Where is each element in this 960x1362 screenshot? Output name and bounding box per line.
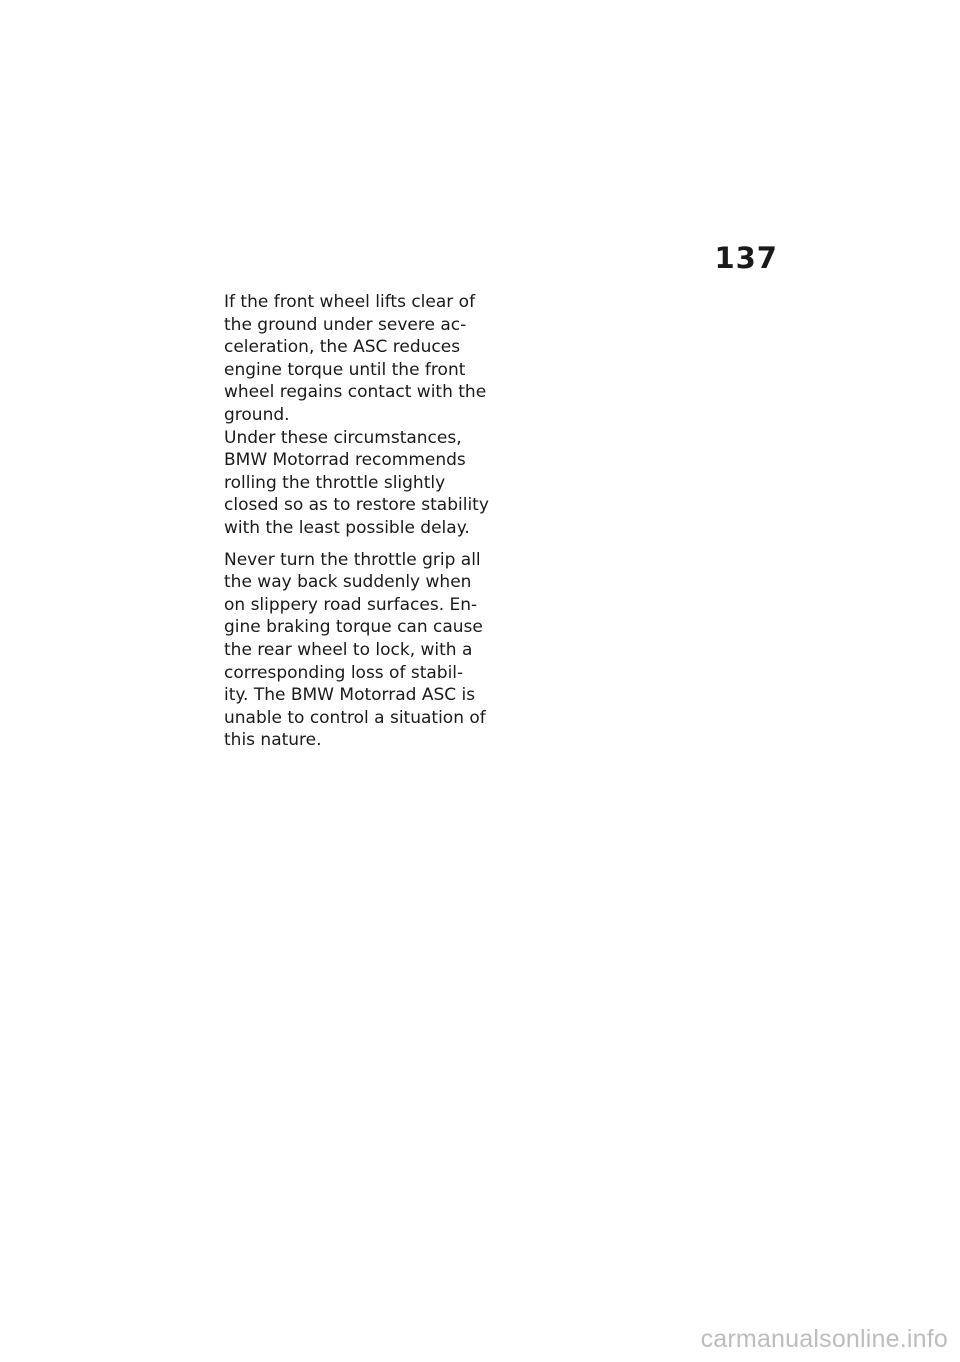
body-text-column	[224, 291, 496, 752]
page-number: 137	[714, 241, 778, 275]
paragraph-throttle-warning: Never turn the throttle grip all the way back suddenly when on slippery road surfaces. En- gine braking torque can cause the rear wheel to lock, with a corresponding loss of stabil- ity. The BMW Motorrad ASC is unable to control a situation of this nature.	[224, 549, 486, 751]
paragraph-recommendation: Under these circumstances, BMW Motorrad recommends rolling the throttle slightly closed so as to restore stability with the least possible delay.	[224, 427, 489, 538]
watermark-link[interactable]: carmanualsonline.info	[700, 1325, 948, 1353]
paragraph-front-wheel-lift: If the front wheel lifts clear of the ground under severe ac- celeration, the ASC reduces engine torque until the front wheel regains contact with the ground.	[224, 292, 487, 425]
